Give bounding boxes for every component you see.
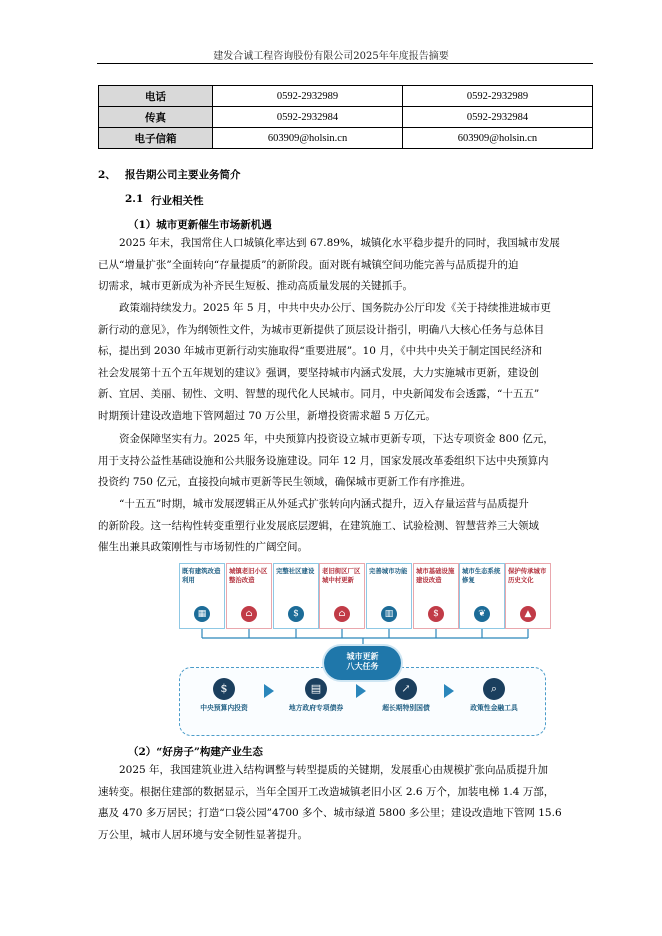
- header-divider: [97, 63, 593, 64]
- task-infrastructure: [413, 563, 459, 629]
- urban-renewal-diagram: [176, 560, 549, 738]
- task-label: 老旧街区厂区城中村更新: [322, 567, 361, 584]
- leaf-icon: ❦: [474, 606, 490, 622]
- text-line: 催生出兼具政策刚性与市场韧性的广阔空间。: [98, 541, 308, 553]
- paragraph-funding: [98, 429, 594, 494]
- task-building-reuse: [179, 563, 225, 629]
- task-label: 既有建筑改造利用: [182, 567, 221, 584]
- text-line: 时期预计建设改造地下管网超过 70 万公里，新增投资需求超 5 万亿元。: [98, 409, 436, 422]
- text-line: 速转变。根据住建部的数据显示，当年全国开工改造城镇老旧小区 2.6 万个，加装电梯 1.4 万部，: [98, 785, 555, 798]
- task-label: 城市生态系统修复: [462, 567, 501, 584]
- text-line: 万公里，城市人居环境与安全韧性显著提升。: [98, 828, 308, 841]
- text-line: 惠及 470 多万居民；打造“口袋公园”4700 多个、城市绿道 5800 多公里；建设改造地下管网 15.6: [98, 807, 562, 819]
- contact-table: [98, 85, 593, 149]
- document-icon: ▤: [305, 678, 327, 700]
- table-row: [99, 86, 593, 107]
- text-line: 投资约 750 亿元，直接投向城市更新等民生领域，确保城市更新工作有序推进。: [98, 476, 472, 488]
- eight-tasks-hub: [324, 646, 401, 680]
- paragraph-fifteenth-plan: [98, 494, 594, 559]
- phone-label: 电话: [99, 86, 213, 107]
- funding-label: 地方政府专项债券: [288, 704, 344, 712]
- email-label: 电子信箱: [99, 128, 213, 149]
- funding-label: 超长期特别国债: [382, 704, 430, 712]
- task-label: 城镇老旧小区整治改造: [229, 567, 268, 584]
- building-icon: ▦: [194, 606, 210, 622]
- task-old-district: [319, 563, 365, 629]
- email-value-1: 603909@holsin.cn: [213, 128, 403, 149]
- section-title: 报告期公司主要业务简介: [125, 169, 241, 181]
- hand-money-icon: $: [428, 606, 444, 622]
- task-complete-community: [273, 563, 319, 629]
- house-icon: ⌂: [241, 606, 257, 622]
- text-line: 2025 年，我国建筑业进入结构调整与转型提质的关键期，发展重心由规模扩张向品质提升加: [119, 764, 549, 776]
- subsection-title: 行业相关性: [151, 195, 204, 207]
- page-header: 建发合诚工程咨询股份有限公司2025年年度报告摘要: [213, 51, 449, 62]
- fax-label: 传真: [99, 107, 213, 128]
- text-line: 切需求，城市更新成为补齐民生短板、推动高质量发展的关键抓手。: [98, 280, 413, 292]
- magnifier-icon: ⌕: [483, 678, 505, 700]
- arrow-right-icon: [444, 684, 454, 698]
- phone-value-1: 0592-2932989: [213, 86, 403, 107]
- temple-icon: ▲: [520, 606, 536, 622]
- text-line: 标，提出到 2030 年城市更新行动实施取得“重要进展”。10 月，《中共中央关于制定国民经济和: [98, 345, 543, 357]
- text-line: 已从“增量扩张”全面转向“存量提质”的新阶段。面对既有城镇空间功能完善与品质提升的迫: [98, 258, 519, 271]
- text-line: 新行动的意见》，作为纲领性文件，为城市更新提供了顶层设计指引，明确八大核心任务与总体目: [98, 323, 545, 336]
- table-row: [99, 107, 593, 128]
- task-city-function: [366, 563, 412, 629]
- table-row: [99, 128, 593, 149]
- funding-policy-finance: [464, 678, 524, 713]
- task-label: 保护传承城市历史文化: [508, 567, 547, 584]
- funding-special-bonds: [286, 678, 346, 713]
- phone-value-2: 0592-2932989: [403, 86, 593, 107]
- funding-label: 中央预算内投资: [200, 704, 248, 712]
- text-line: 新、宜居、美丽、韧性、文明、智慧的现代化人民城市。同月，中央新闻发布会透露，“十五五”: [98, 388, 540, 400]
- coins-icon: $: [213, 678, 235, 700]
- hub-line-1: 城市更新: [346, 652, 379, 661]
- factory-icon: ▥: [381, 606, 397, 622]
- funding-label: 政策性金融工具: [470, 704, 518, 712]
- task-heritage: [505, 563, 551, 629]
- arrow-right-icon: [356, 684, 366, 698]
- funding-treasury-bonds: [376, 678, 436, 713]
- paragraph-policy: [98, 298, 594, 427]
- task-ecology: [459, 563, 505, 629]
- email-value-2: 603909@holsin.cn: [403, 128, 593, 149]
- funding-central-budget: [194, 678, 254, 713]
- text-line: 用于支持公益性基础设施和公共服务设施建设。同年 12 月，国家发展改革委组织下达中央预算内: [98, 454, 549, 467]
- task-old-community: [226, 563, 272, 629]
- task-label: 完善城市功能: [369, 567, 408, 575]
- text-line: 社会发展第十五个五年规划的建议》强调，要坚持城市内涵式发展，大力实施城市更新，建设创: [98, 366, 539, 379]
- text-line: “十五五”时期，城市发展逻辑正从外延式扩张转向内涵式提升，迈入存量运营与品质提升: [119, 498, 529, 510]
- home-gear-icon: ⌂: [334, 606, 350, 622]
- fax-value-1: 0592-2932984: [213, 107, 403, 128]
- text-line: 2025 年末，我国常住人口城镇化率达到 67.89%，城镇化水平稳步提升的同时，我国城市发展: [119, 237, 560, 249]
- heading-urban-renewal: （1）城市更新催生市场新机遇: [128, 219, 272, 231]
- arrow-right-icon: [264, 684, 274, 698]
- paragraph-urbanization: [98, 233, 594, 298]
- text-line: 政策端持续发力。2025 年 5 月，中共中央办公厅、国务院办公厅印发《关于持续推进城市更: [119, 302, 551, 314]
- task-label: 城市基础设施建设改造: [416, 567, 455, 584]
- section-number: 2、: [98, 169, 116, 181]
- fax-value-2: 0592-2932984: [403, 107, 593, 128]
- paragraph-construction: [98, 760, 594, 846]
- heading-good-housing: （2）“好房子”构建产业生态: [128, 746, 263, 758]
- subsection-number: 2.1: [125, 193, 144, 205]
- text-line: 资金保障坚实有力。2025 年，中央预算内投资设立城市更新专项，下达专项资金 800 亿元，: [119, 433, 554, 445]
- hub-line-2: 八大任务: [346, 662, 379, 671]
- text-line: 的新阶段。这一结构性转变重塑行业发展底层逻辑，在建筑施工、试验检测、智慧营养三大领域: [98, 519, 539, 532]
- task-label: 完整社区建设: [276, 567, 315, 575]
- growth-chart-icon: ↗: [395, 678, 417, 700]
- dollar-gear-icon: $: [288, 606, 304, 622]
